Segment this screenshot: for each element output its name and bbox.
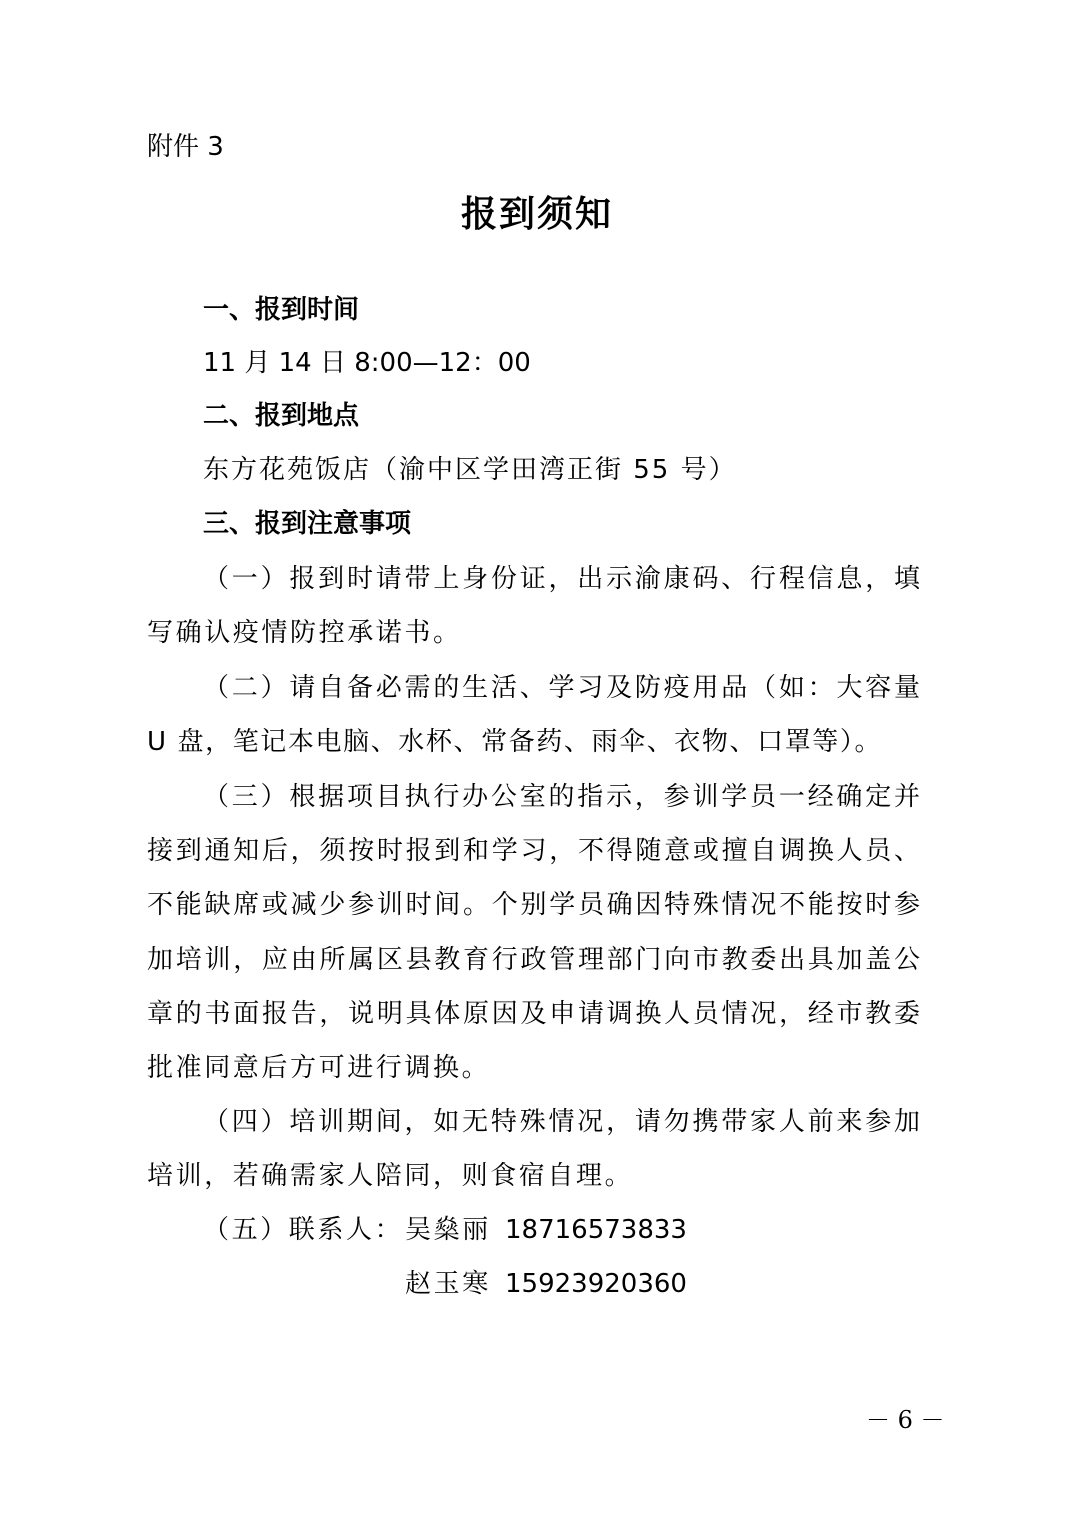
note-line: 章的书面报告，说明具体原因及申请调换人员情况，经市教委 (147, 999, 920, 1029)
note-line: 批准同意后方可进行调换。 (147, 1053, 491, 1083)
report-time: 11 月 14 日 8:00—12：00 (203, 348, 531, 378)
contact-phone: 15923920360 (505, 1269, 687, 1299)
contact-label: （五）联系人： (203, 1215, 404, 1245)
section-heading-location: 二、报到地点 (203, 401, 360, 431)
report-location: 东方花苑饭店（渝中区学田湾正街 55 号） (203, 455, 737, 485)
contact-name: 赵玉寒 (405, 1269, 491, 1299)
note-line: U 盘，笔记本电脑、水杯、常备药、雨伞、衣物、口罩等）。 (147, 727, 883, 757)
note-line: （三）根据项目执行办公室的指示，参训学员一经确定并 (203, 782, 920, 812)
section-heading-notes: 三、报到注意事项 (203, 509, 412, 539)
note-line: （一）报到时请带上身份证，出示渝康码、行程信息，填 (203, 564, 920, 594)
page-number: － 6 － (866, 1406, 945, 1434)
note-line: 培训，若确需家人陪同，则食宿自理。 (147, 1161, 634, 1191)
document-title: 报到须知 (460, 193, 613, 235)
attachment-label: 附件 3 (147, 132, 224, 162)
note-line: （四）培训期间，如无特殊情况，请勿携带家人前来参加 (203, 1107, 920, 1137)
note-line: 接到通知后，须按时报到和学习，不得随意或擅自调换人员、 (147, 836, 920, 866)
note-line: 不能缺席或减少参训时间。个别学员确因特殊情况不能按时参 (147, 890, 920, 920)
section-heading-time: 一、报到时间 (203, 295, 360, 325)
contact-phone: 18716573833 (505, 1215, 687, 1245)
note-line: 加培训，应由所属区县教育行政管理部门向市教委出具加盖公 (147, 945, 920, 975)
contact-name: 吴燊丽 (405, 1215, 491, 1245)
note-line: （二）请自备必需的生活、学习及防疫用品（如：大容量 (203, 673, 920, 703)
note-line: 写确认疫情防控承诺书。 (147, 618, 462, 648)
